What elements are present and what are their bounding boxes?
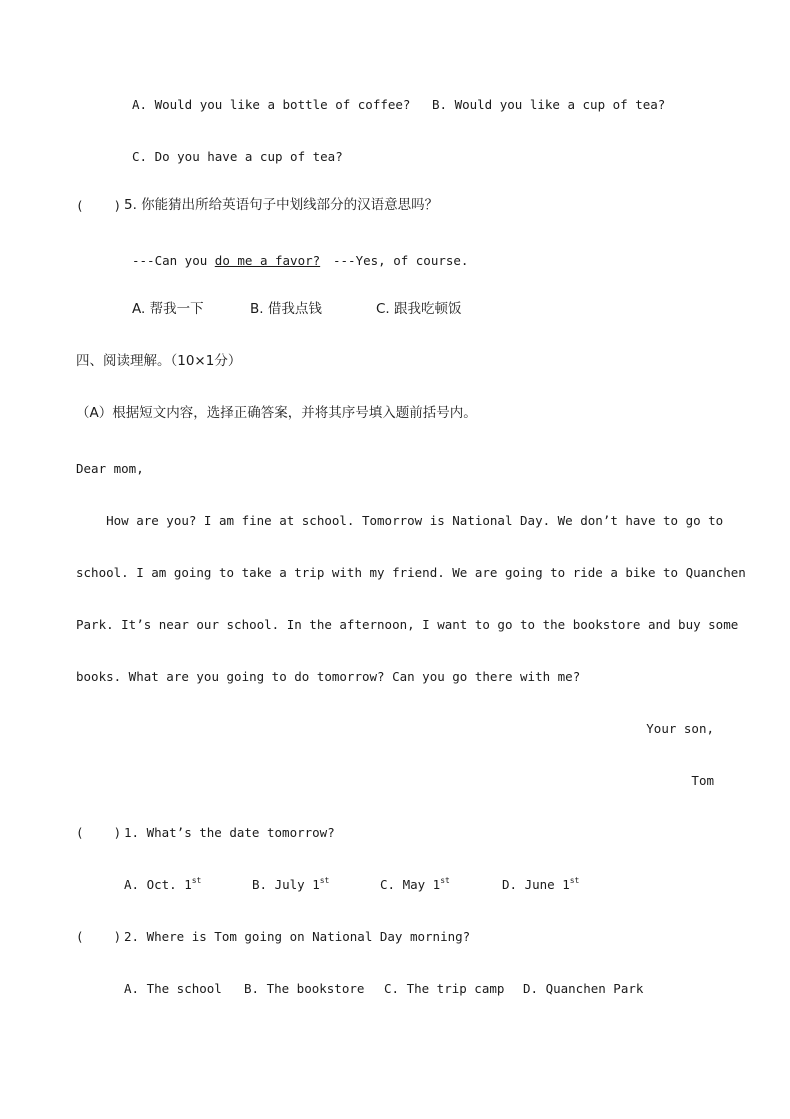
q5-option-b: B. 借我点钱 — [250, 301, 322, 317]
q5-answer-paren[interactable]: ( ) — [76, 198, 122, 213]
q1-option-d — [502, 877, 579, 893]
q1-option-a — [124, 877, 201, 893]
q2-answer-paren[interactable]: ( ) — [76, 929, 122, 944]
q1-option-d-sup: st — [569, 875, 580, 885]
q2-option-b: B. The bookstore — [244, 981, 365, 996]
letter-line-1: How are you? I am fine at school. Tomorrow is National Day. We don’t have to go to — [76, 513, 724, 528]
q4-option-b: B. Would you like a cup of tea? — [432, 97, 666, 112]
q1-option-c-label: C. May 1 — [380, 877, 441, 892]
letter-closing: Your son, — [646, 721, 714, 736]
q5-dialogue-answer: ---Yes, of course. — [333, 253, 469, 268]
q1-answer-paren[interactable]: ( ) — [76, 825, 122, 840]
q1-option-c — [380, 877, 450, 893]
q1-option-b-label: B. July 1 — [252, 877, 320, 892]
q5-prompt: 5. 你能猜出所给英语句子中划线部分的汉语意思吗？ — [124, 197, 439, 213]
q1-option-d-label: D. June 1 — [502, 877, 570, 892]
letter-signature: Tom — [691, 773, 714, 788]
q2-text: 2. Where is Tom going on National Day morning? — [124, 929, 471, 944]
q1-text: 1. What’s the date tomorrow? — [124, 825, 335, 840]
q5-dialogue-pre: ---Can you — [132, 253, 215, 268]
q4-option-a: A. Would you like a bottle of coffee? — [132, 97, 411, 112]
q2-option-a: A. The school — [124, 981, 222, 996]
q1-option-a-sup: st — [191, 875, 202, 885]
q1-option-b — [252, 877, 329, 893]
letter-greeting: Dear mom, — [76, 461, 144, 476]
q5-dialogue-underlined: do me a favor? — [214, 253, 321, 268]
q1-option-c-sup: st — [440, 875, 450, 885]
letter-line-2: school. I am going to take a trip with my friend. We are going to ride a bike to Quanchen — [76, 565, 746, 580]
q2-option-d: D. Quanchen Park — [523, 981, 644, 996]
q5-option-c: C. 跟我吃顿饭 — [376, 301, 462, 317]
q4-option-c: C. Do you have a cup of tea? — [132, 149, 343, 164]
letter-line-4: books. What are you going to do tomorrow? Can you go there with me? — [76, 669, 581, 684]
q1-option-a-label: A. Oct. 1 — [124, 877, 192, 892]
letter-line-3: Park. It’s near our school. In the afternoon, I want to go to the bookstore and buy some — [76, 617, 739, 632]
q2-option-c: C. The trip camp — [384, 981, 505, 996]
q5-option-a: A. 帮我一下 — [132, 301, 204, 317]
q5-dialogue-question — [132, 253, 320, 269]
section-heading: 四、阅读理解。（10×1分） — [76, 353, 242, 369]
section-instruction: （A）根据短文内容，选择正确答案，并将其序号填入题前括号内。 — [76, 405, 477, 421]
q1-option-b-sup: st — [319, 875, 330, 885]
